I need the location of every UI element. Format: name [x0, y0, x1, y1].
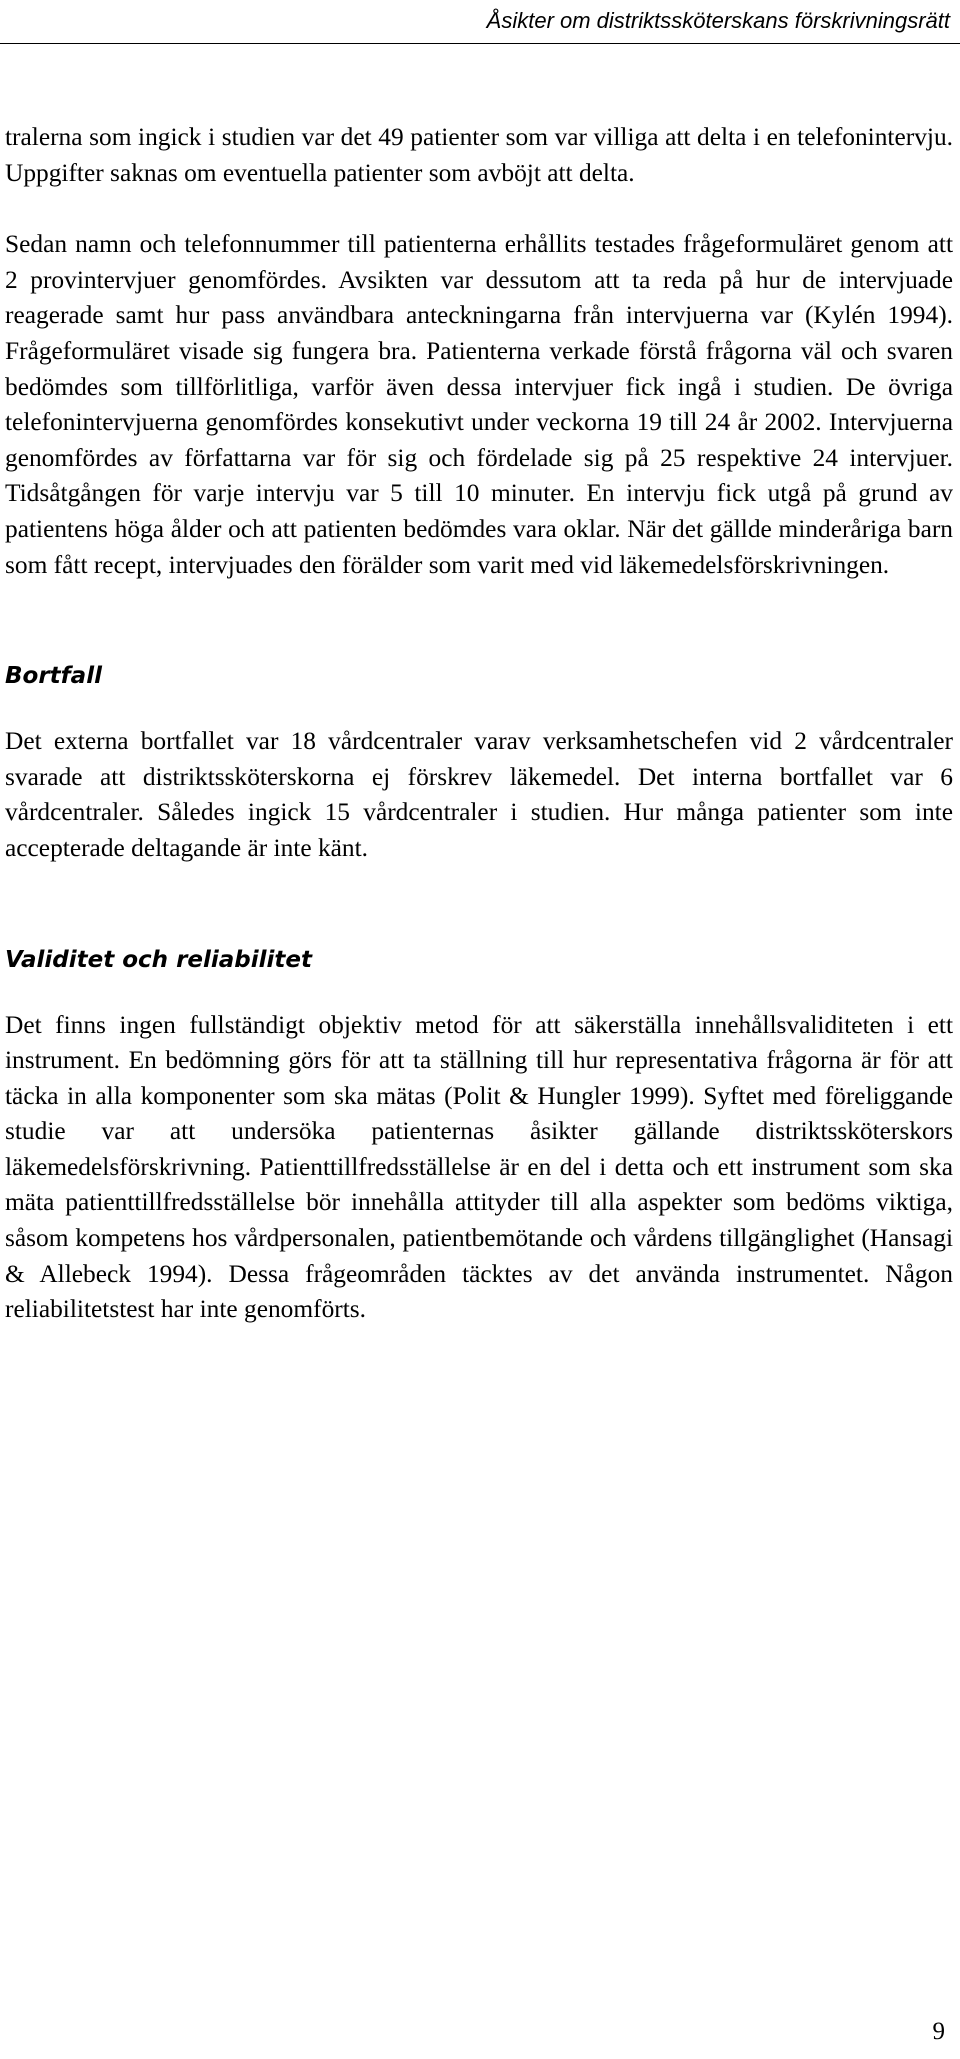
page-header: [0, 0, 960, 50]
body-paragraph: tralerna som ingick i studien var det 49 patienter som var villiga att delta i en telefonintervju. Uppgifter saknas om eventuella patienter som avböjt att delta.: [5, 123, 953, 187]
section-heading-bortfall: Bortfall: [5, 663, 102, 690]
body-paragraph-validitet: Det finns ingen fullständigt objektiv metod för att säkerställa innehållsvaliditeten i ett instrument. En bedömning görs för att ta ställning till hur representativa frågorna är för att täcka in alla komponenter som ska mätas (Polit & Hungler 1999). Syftet med föreliggande studie var att undersöka patienternas åsikter gällande distriktssköterskors läkemedelsförskrivning. Patienttillfredsställelse är en del i detta och ett instrument som ska mäta patienttillfredsställelse bör innehålla attityder till alla aspekter som bedöms viktiga, såsom kompetens hos vårdpersonalen, patientbemötande och vårdens tillgänglighet (Hansagi & Allebeck 1994). Dessa frågeområden täcktes av det använda instrumentet. Någon reliabilitetstest har inte genomförts.: [5, 1010, 953, 1324]
header-divider: [0, 43, 960, 44]
document-body: [5, 120, 953, 1328]
body-paragraph-bortfall: Det externa bortfallet var 18 vårdcentraler varav verksamhetschefen vid 2 vårdcentraler svarade att distriktssköterskorna ej förskrev läkemedel. Det interna bortfallet var 6 vårdcentraler. Således ingick 15 vårdcentraler i studien. Hur många patienter som inte accepterade deltagande är inte känt.: [5, 727, 953, 862]
body-paragraph: Sedan namn och telefonnummer till patienterna erhållits testades frågeformuläret genom att 2 provintervjuer genomfördes. Avsikten var dessutom att ta reda på hur de intervjuade reagerade samt hur pass användbara anteckningarna från intervjuerna var (Kylén 1994). Frågeformuläret visade sig fungera bra. Patienterna verkade förstå frågorna väl och svaren bedömdes som tillförlitliga, varför även dessa intervjuer fick ingå i studien. De övriga telefonintervjuerna genomfördes konsekutivt under veckorna 19 till 24 år 2002. Intervjuerna genomfördes av författarna var för sig och fördelade sig på 25 respektive 24 intervjuer. Tidsåtgången för varje intervju var 5 till 10 minuter. En intervju fick utgå på grund av patientens höga ålder och att patienten bedömdes vara oklar. När det gällde minderåriga barn som fått recept, intervjuades den förälder som varit med vid läkemedelsförskrivningen.: [5, 230, 953, 579]
section-heading-validitet: Validitet och reliabilitet: [5, 946, 312, 973]
page-number: 9: [932, 2018, 945, 2045]
running-header-title: Åsikter om distriktssköterskans förskrivningsrätt: [486, 8, 950, 33]
